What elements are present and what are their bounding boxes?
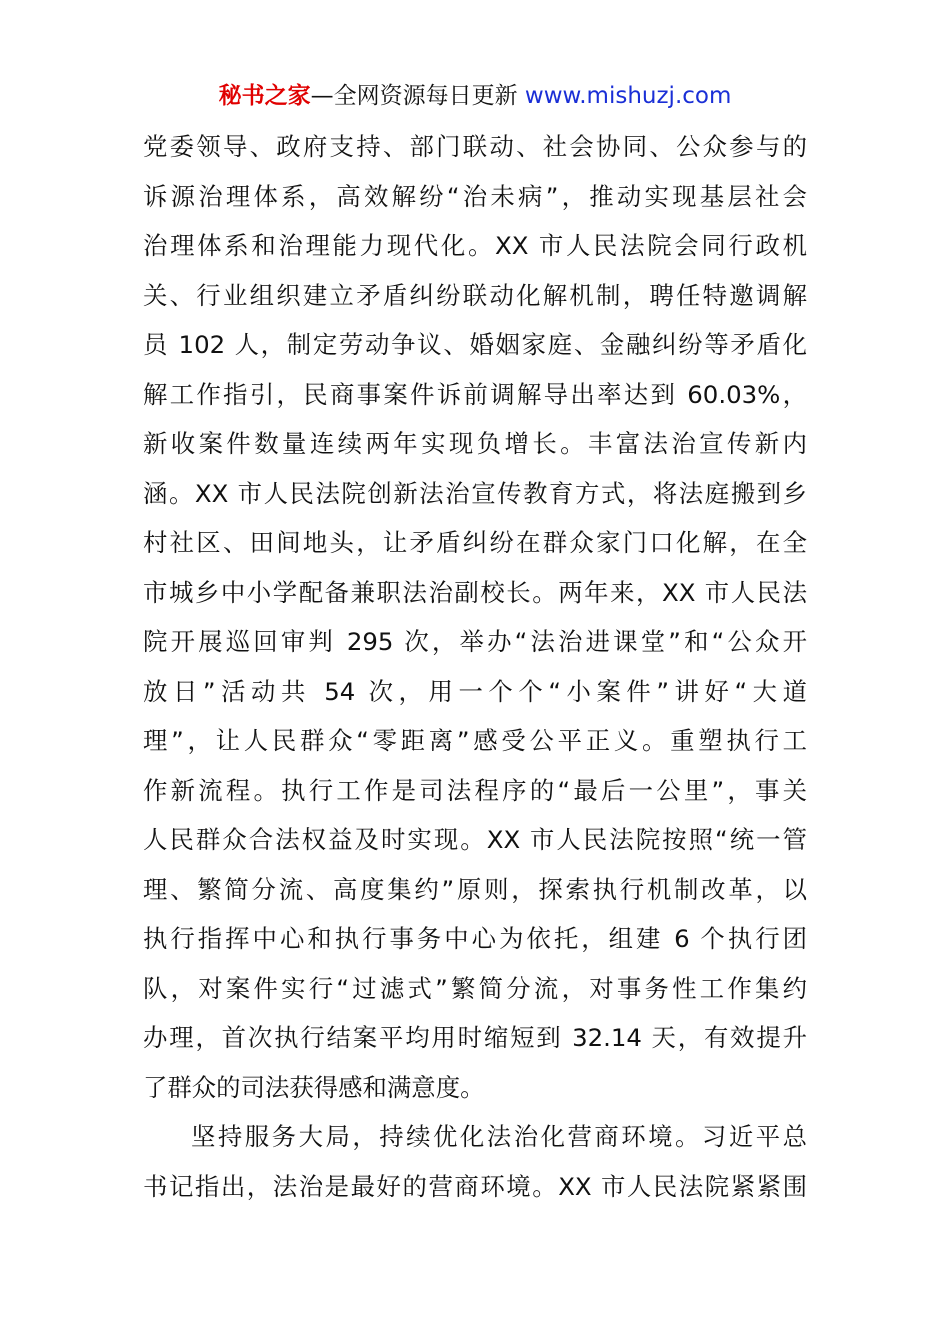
text-line: 坚持服务大局，持续优化法治化营商环境。习近平总	[191, 1122, 807, 1151]
text-line: 涵。XX 市人民法院创新法治宣传教育方式，将法庭搬到乡	[143, 478, 807, 508]
text-line: 诉源治理体系，高效解纷“治未病”，推动实现基层社会	[143, 181, 807, 211]
text-line: 了群众的司法获得感和满意度。	[143, 1072, 485, 1102]
text-line: 理”，让人民群众“零距离”感受公平正义。重塑执行工	[143, 726, 807, 755]
text-line: 关、行业组织建立矛盾纠纷联动化解机制，聘任特邀调解	[143, 280, 807, 310]
text-line: 放日”活动共 54 次，用一个个“小案件”讲好“大道	[143, 676, 807, 706]
text-line: 新收案件数量连续两年实现负增长。丰富法治宣传新内	[143, 429, 807, 458]
paragraph-1	[143, 122, 807, 1112]
text-line: 党委领导、政府支持、部门联动、社会协同、公众参与的	[143, 132, 807, 161]
text-line: 解工作指引，民商事案件诉前调解导出率达到 60.03%，	[143, 379, 807, 409]
site-header	[0, 80, 950, 112]
text-line: 院开展巡回审判 295 次，举办“法治进课堂”和“公众开	[143, 627, 807, 656]
text-line: 书记指出，法治是最好的营商环境。XX 市人民法院紧紧围	[143, 1171, 807, 1201]
text-line: 作新流程。执行工作是司法程序的“最后一公里”，事关	[143, 775, 807, 805]
text-line: 办理，首次执行结案平均用时缩短到 32.14 天，有效提升	[143, 1023, 807, 1052]
text-line: 员 102 人，制定劳动争议、婚姻家庭、金融纠纷等矛盾化	[143, 330, 807, 359]
text-line: 人民群众合法权益及时实现。XX 市人民法院按照“统一管	[143, 825, 807, 854]
header-tagline: —全网资源每日更新	[310, 83, 518, 109]
brand-name: 秘书之家	[218, 83, 311, 109]
text-line: 治理体系和治理能力现代化。XX 市人民法院会同行政机	[143, 231, 807, 260]
site-url[interactable]: www.mishuzj.com	[524, 83, 732, 109]
document-body	[143, 122, 807, 1211]
text-line: 村社区、田间地头，让矛盾纠纷在群众家门口化解，在全	[143, 528, 807, 557]
paragraph-2	[143, 1112, 807, 1211]
text-line: 理、繁简分流、高度集约”原则，探索执行机制改革，以	[143, 874, 807, 904]
text-line: 队，对案件实行“过滤式”繁简分流，对事务性工作集约	[143, 973, 807, 1003]
text-line: 市城乡中小学配备兼职法治副校长。两年来，XX 市人民法	[143, 577, 807, 607]
text-line: 执行指挥中心和执行事务中心为依托，组建 6 个执行团	[143, 924, 807, 953]
